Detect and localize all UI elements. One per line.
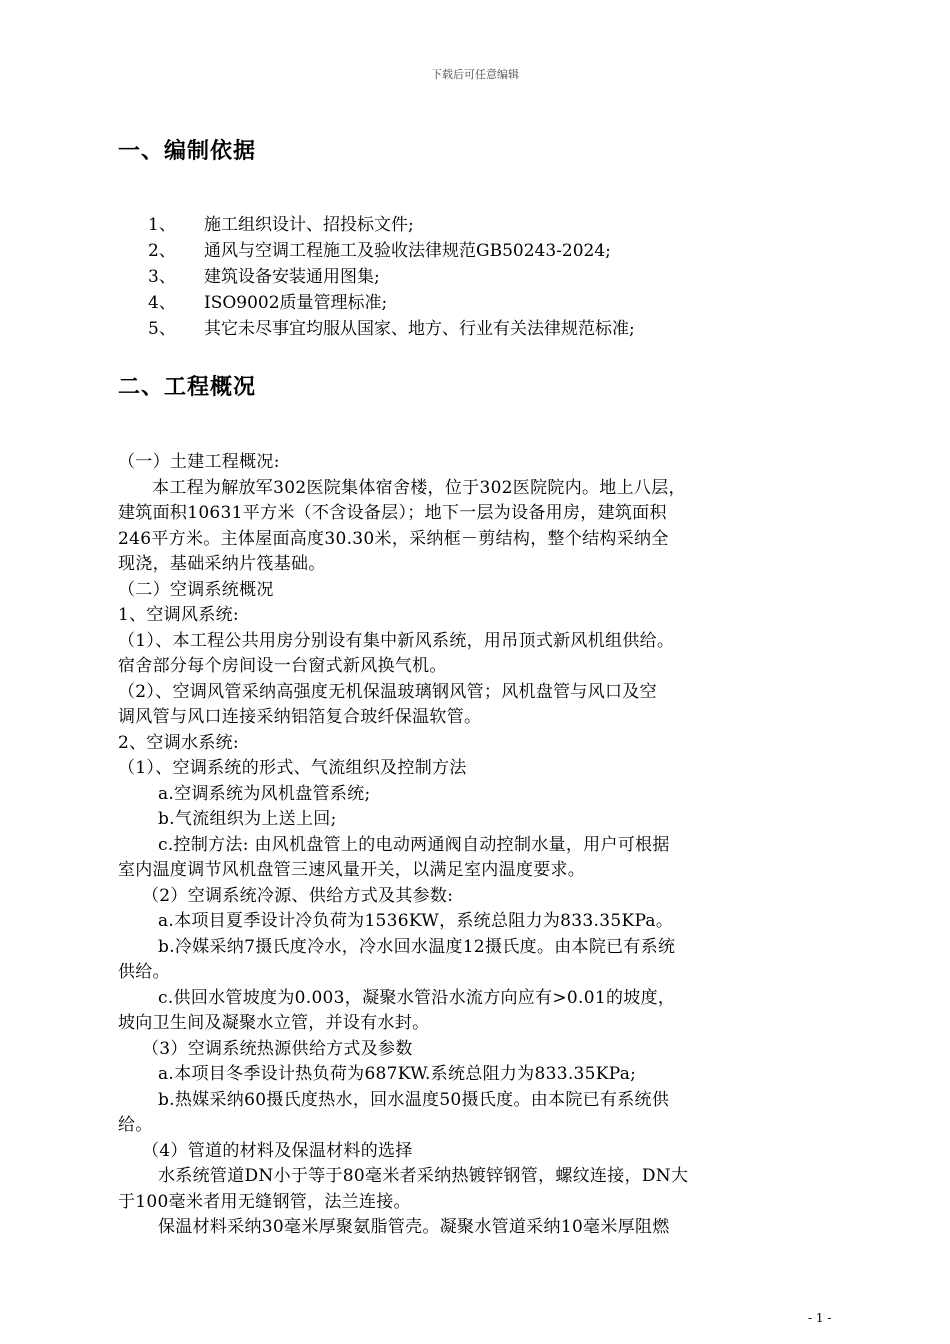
paragraph-line: 坡向卫生间及凝聚水立管，并设有水封。 xyxy=(118,1013,430,1033)
paragraph-line: 给。 xyxy=(118,1115,153,1135)
paragraph-line: 本工程为解放军302医院集体宿舍楼，位于302医院院内。地上八层， xyxy=(152,477,686,498)
list-item-number: 2、 xyxy=(148,241,176,261)
list-item-number: 5、 xyxy=(148,319,176,339)
list-item-text: 建筑设备安装通用图集; xyxy=(204,267,380,287)
subsection-heading: （2）空调系统冷源、供给方式及其参数: xyxy=(142,885,454,906)
subsection-heading: 2、空调水系统: xyxy=(118,732,239,753)
list-item xyxy=(148,264,635,290)
overview-body xyxy=(118,450,838,1241)
paragraph-line: （1）、本工程公共用房分别设有集中新风系统，用吊顶式新风机组供给。 xyxy=(118,630,675,651)
paragraph-line: 现浇，基础采纳片筏基础。 xyxy=(118,554,326,574)
section-title-basis: 一、编制依据 xyxy=(118,139,257,164)
subsection-heading: （1）、空调系统的形式、气流组织及控制方法 xyxy=(118,758,467,778)
subsection-heading: （一）土建工程概况: xyxy=(118,452,280,472)
paragraph-line: 于100毫米者用无缝钢管，法兰连接。 xyxy=(118,1191,411,1212)
list-item xyxy=(148,238,635,264)
paragraph-line: a.空调系统为风机盘管系统; xyxy=(158,783,371,804)
list-item xyxy=(148,212,635,238)
paragraph-line: 室内温度调节风机盘管三速风量开关，以满足室内温度要求。 xyxy=(118,860,586,880)
paragraph-line: a.本项目冬季设计热负荷为687KW.系统总阻力为833.35KPa; xyxy=(158,1064,637,1084)
paragraph-line: c.供回水管坡度为0.003，凝聚水管沿水流方向应有>0.01的坡度， xyxy=(158,987,676,1008)
paragraph-line: 宿舍部分每个房间设一台窗式新风换气机。 xyxy=(118,656,447,676)
list-item-text: 通风与空调工程施工及验收法律规范GB50243-2024; xyxy=(204,241,611,261)
paragraph-line: b.冷媒采纳7摄氏度冷水，冷水回水温度12摄氏度。由本院已有系统 xyxy=(158,936,676,957)
subsection-heading: （4）管道的材料及保温材料的选择 xyxy=(142,1140,413,1161)
subsection-heading: （二）空调系统概况 xyxy=(118,579,274,600)
paragraph-line: 246平方米。主体屋面高度30.30米，采纳框－剪结构，整个结构采纳全 xyxy=(118,528,669,549)
paragraph-line: 保温材料采纳30毫米厚聚氨脂管壳。凝聚水管道采纳10毫米厚阻燃 xyxy=(158,1217,670,1237)
paragraph-line: 水系统管道DN小于等于80毫米者采纳热镀锌钢管，螺纹连接，DN大 xyxy=(158,1166,689,1186)
list-item-number: 4、 xyxy=(148,293,176,313)
paragraph-line: a.本项目夏季设计冷负荷为1536KW，系统总阻力为833.35KPa。 xyxy=(158,911,674,931)
list-item xyxy=(148,316,635,342)
list-item-text: ISO9002质量管理标准; xyxy=(204,293,388,313)
list-item xyxy=(148,290,635,316)
paragraph-line: c.控制方法: 由风机盘管上的电动两通阀自动控制水量，用户可根据 xyxy=(158,834,670,855)
basis-list xyxy=(148,212,635,342)
paragraph-line: b.气流组织为上送上回; xyxy=(158,809,337,829)
list-item-text: 其它未尽事宜均服从国家、地方、行业有关法律规范标准; xyxy=(204,319,635,339)
subsection-heading: （3）空调系统热源供给方式及参数 xyxy=(142,1038,413,1059)
list-item-number: 1、 xyxy=(148,215,176,235)
subsection-heading: 1、空调风系统: xyxy=(118,605,239,625)
page-header: 下载后可任意编辑 xyxy=(431,68,519,81)
paragraph-line: 调风管与风口连接采纳铝箔复合玻纤保温软管。 xyxy=(118,707,482,727)
section-title-overview: 二、工程概况 xyxy=(118,375,257,400)
list-item-text: 施工组织设计、招投标文件; xyxy=(204,215,414,235)
paragraph-line: 供给。 xyxy=(118,962,170,982)
paragraph-line: b.热媒采纳60摄氏度热水，回水温度50摄氏度。由本院已有系统供 xyxy=(158,1089,670,1110)
list-item-number: 3、 xyxy=(148,267,176,287)
paragraph-line: （2）、空调风管采纳高强度无机保温玻璃钢风管；风机盘管与风口及空 xyxy=(118,681,657,702)
paragraph-line: 建筑面积10631平方米（不含设备层）；地下一层为设备用房，建筑面积 xyxy=(118,503,667,523)
page-number: - 1 - xyxy=(808,1311,832,1325)
